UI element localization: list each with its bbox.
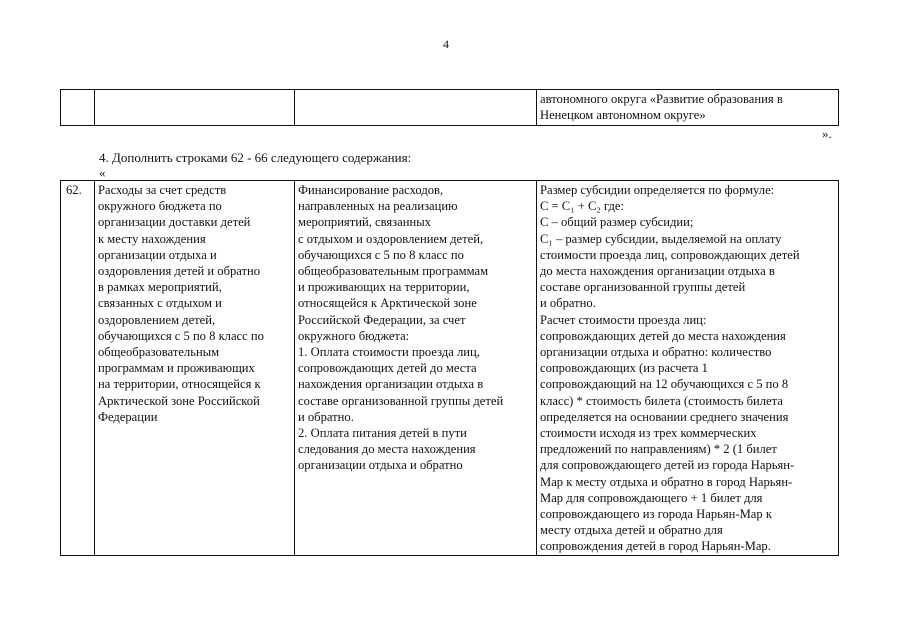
cell-text-line: мероприятий, связанных (298, 215, 431, 230)
financing-purpose-cell (295, 181, 537, 556)
cell-text-line: Расчет стоимости проезда лиц: (540, 312, 707, 327)
cell-text-line: составе организованной группы детей (540, 280, 746, 295)
cell-text-line: сопровождения детей в город Нарьян-Мар. (540, 539, 771, 554)
cell-text-line: С – общий размер субсидии; (540, 215, 694, 230)
cell-text-line: Мар для сопровождающего + 1 билет для (540, 490, 763, 505)
cell-text-line: сопровождающих (из расчета 1 (540, 361, 708, 376)
cell-text-line: с отдыхом и оздоровлением детей, (298, 231, 484, 246)
cell-text-line: организации отдыха и (98, 247, 217, 262)
table-row (61, 90, 839, 126)
cell-text-line: и проживающих на территории, (298, 280, 470, 295)
cell-text-line: общеобразовательным программам (298, 264, 489, 279)
cell-text-line: Размер субсидии определяется по формуле: (540, 183, 775, 197)
cell-text-line: сопровождающий на 12 обучающихся с 5 по 8 (540, 377, 789, 392)
cell-text-line: Мар к месту отдыха и обратно в город Нарьян- (540, 474, 793, 489)
cell-text-line: определяется на основании среднего значения (540, 409, 789, 424)
cell-text-line: сопровождающих детей до места (298, 361, 477, 376)
cell-text-line: 2. Оплата питания детей в пути (298, 426, 467, 441)
cell-text-line: относящейся к Арктической зоне (298, 296, 477, 311)
row-number: 62. (66, 183, 82, 197)
table-cell-purpose (295, 90, 537, 126)
cell-text-line: сопровождающих детей до места нахождения (540, 328, 786, 343)
cell-text-line: программам и проживающих (98, 361, 255, 376)
cell-text-line: 1. Оплата стоимости проезда лиц, (298, 345, 480, 360)
cell-text-line: оздоровления детей и обратно (98, 264, 261, 279)
cell-text-line: и обратно. (298, 409, 354, 424)
cell-text-line: следования до места нахождения (298, 442, 476, 457)
cell-text-line: для сопровождающего детей из города Нарьян- (540, 458, 795, 473)
cell-text-line: месту отдыха детей и обратно для (540, 523, 723, 538)
closing-quote: ». (822, 126, 832, 141)
opening-quote: « (99, 165, 106, 180)
cell-text-line: С = С₁ + С₂ где: (540, 199, 624, 214)
cell-text-line: направленных на реализацию (298, 199, 458, 214)
table-row (61, 181, 839, 556)
cell-text-line: нахождения организации отдыха в (298, 377, 484, 392)
cell-text-line: окружного бюджета по (98, 199, 222, 214)
cell-text-line: составе организованной группы детей (298, 393, 504, 408)
table-cell-number (61, 90, 95, 126)
cell-text-line: и обратно. (540, 296, 596, 311)
cell-text-line: Расходы за счет средств (98, 183, 227, 197)
cell-text-line: организации отдыха и обратно: количество (540, 345, 772, 360)
cell-text-line: связанных с отдыхом и (98, 296, 222, 311)
cell-text-line: организации доставки детей (98, 215, 251, 230)
table-cell-name (95, 90, 295, 126)
cell-text-line: общеобразовательным (98, 345, 220, 360)
expense-name-cell (95, 181, 295, 556)
cell-text-line: стоимости проезда лиц, сопровождающих детей (540, 247, 800, 262)
cell-text-line: Финансирование расходов, (298, 183, 444, 197)
amendment-table (60, 180, 839, 556)
cell-text-line: оздоровлением детей, (98, 312, 216, 327)
cell-text-line: Федерации (98, 409, 158, 424)
cell-text-line: организации отдыха и обратно (298, 458, 463, 473)
cell-text-line: класс) * стоимость билета (стоимость билета (540, 393, 783, 408)
page-number: 4 (443, 37, 449, 51)
row-number-cell (61, 181, 95, 556)
cell-text-line: сопровождающего из города Нарьян-Мар к (540, 507, 772, 522)
subsidy-formula-cell (537, 181, 839, 556)
cell-text-line: до места нахождения организации отдыха в (540, 264, 775, 279)
cell-text-line: обучающихся с 5 по 8 класс по (298, 247, 464, 262)
cell-text-line: Ненецком автономном округе» (540, 108, 706, 123)
previous-table-fragment (60, 89, 839, 126)
cell-text-line: С₁ – размер субсидии, выделяемой на оплату (540, 231, 782, 246)
table-cell-conditions (537, 90, 839, 126)
amendment-instruction: 4. Дополнить строками 62 - 66 следующего содержания: (99, 150, 412, 165)
cell-text-line: Российской Федерации, за счет (298, 312, 466, 327)
cell-text-line: окружного бюджета: (298, 328, 410, 343)
cell-text-line: в рамках мероприятий, (98, 280, 222, 295)
cell-text-line: предложений по направлениям) * 2 (1 билет (540, 442, 777, 457)
cell-text-line: на территории, относящейся к (98, 377, 261, 392)
cell-text-line: автономного округа «Развитие образования в (540, 92, 783, 106)
cell-text-line: стоимости исходя из трех коммерческих (540, 426, 757, 441)
cell-text-line: Арктической зоне Российской (98, 393, 260, 408)
cell-text-line: к месту нахождения (98, 231, 206, 246)
cell-text-line: обучающихся с 5 по 8 класс по (98, 328, 264, 343)
